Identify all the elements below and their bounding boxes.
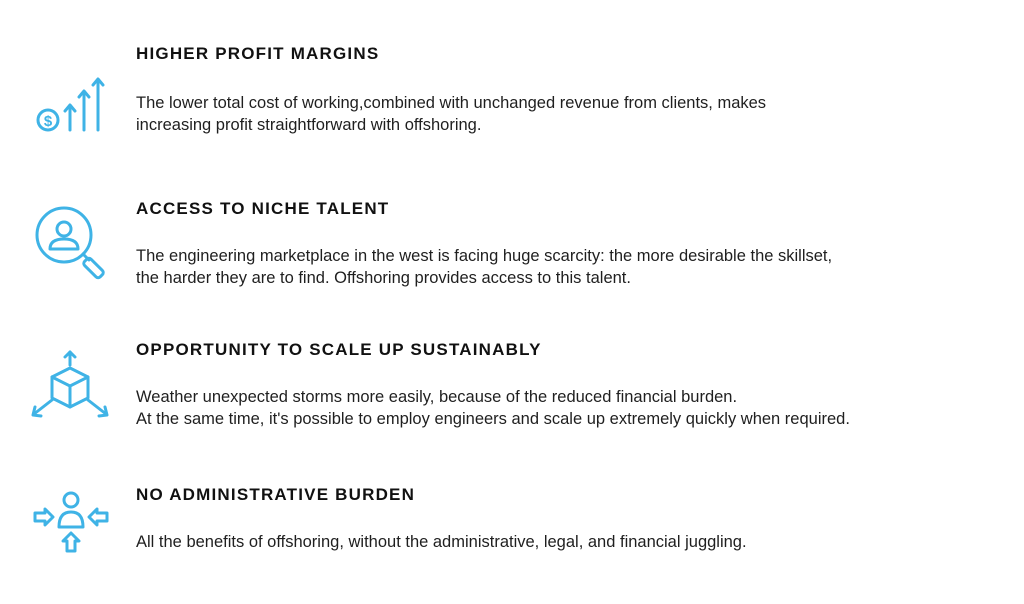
benefit-description (136, 386, 1006, 430)
benefit-description-line: The lower total cost of working,combined with unchanged revenue from clients, makes (136, 94, 767, 112)
benefit-description (136, 531, 1006, 553)
benefit-title: ACCESS TO NICHE TALENT (136, 199, 390, 218)
person-arrows-icon (28, 485, 114, 571)
profit-growth-icon (28, 72, 114, 158)
benefit-description-line: The engineering marketplace in the west is facing huge scarcity: the more desirable the skillset, (136, 247, 833, 265)
talent-search-icon (28, 199, 114, 285)
benefit-description-line: At the same time, it's possible to employ engineers and scale up extremely quickly when required. (136, 410, 850, 428)
scale-cube-icon (28, 348, 114, 434)
benefit-title: OPPORTUNITY TO SCALE UP SUSTAINABLY (136, 340, 542, 359)
benefit-description-line: Weather unexpected storms more easily, because of the reduced financial burden. (136, 388, 738, 406)
benefit-description-line: increasing profit straightforward with offshoring. (136, 116, 482, 134)
benefit-description (136, 245, 1006, 289)
benefit-description (136, 92, 1006, 136)
benefit-title: HIGHER PROFIT MARGINS (136, 44, 380, 63)
benefit-title: NO ADMINISTRATIVE BURDEN (136, 485, 416, 504)
benefit-description-line: All the benefits of offshoring, without the administrative, legal, and financial juggling. (136, 533, 747, 551)
svg-text:$: $ (43, 113, 53, 130)
benefit-description-line: the harder they are to find. Offshoring provides access to this talent. (136, 269, 631, 287)
